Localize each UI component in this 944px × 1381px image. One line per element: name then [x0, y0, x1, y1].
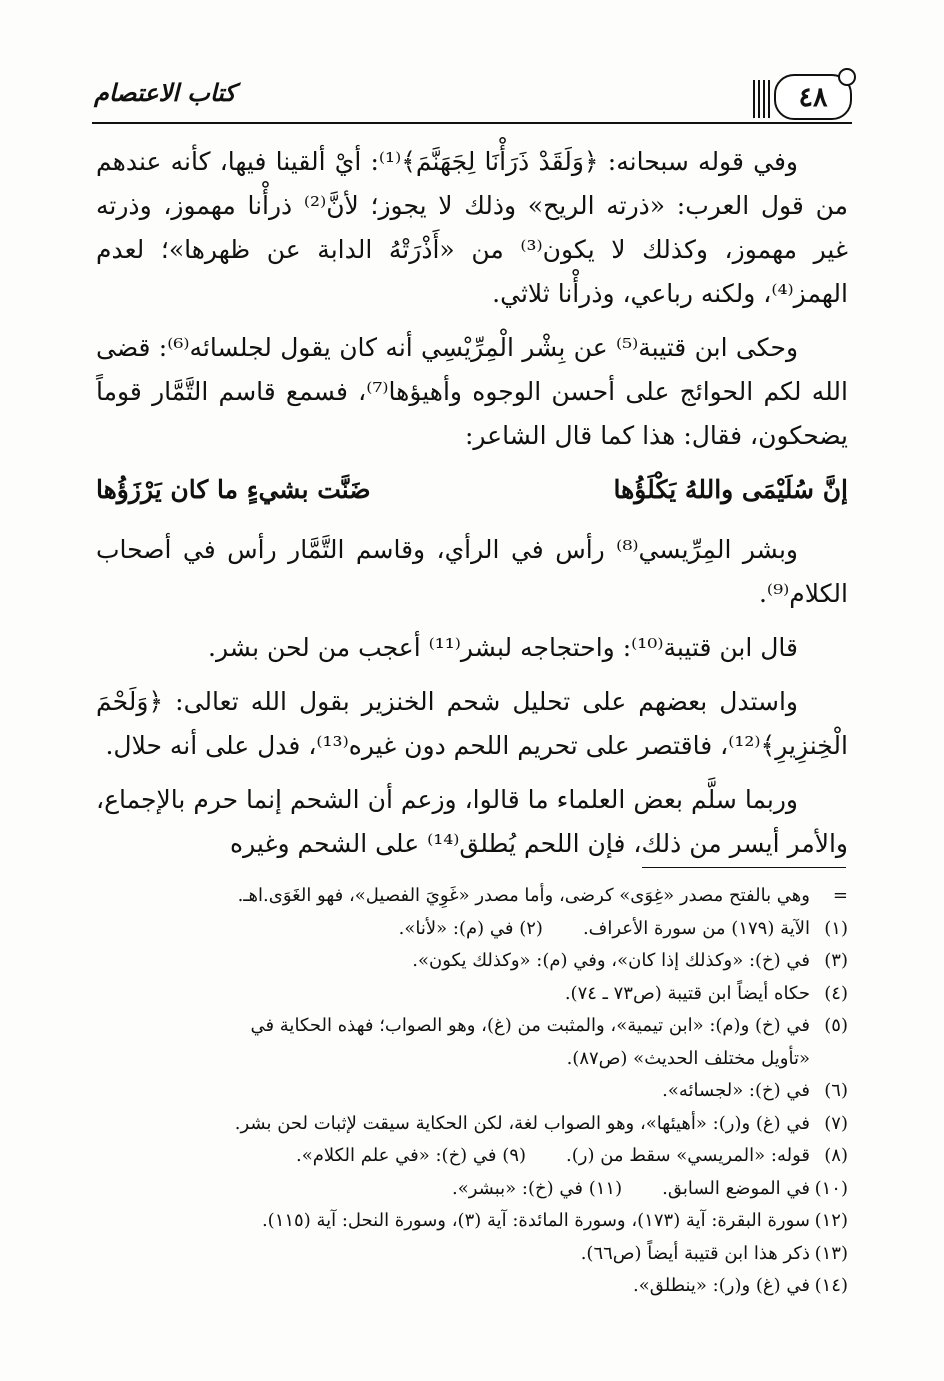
paragraph: قال ابن قتيبة⁽¹⁰⁾: واحتجاجه لبشر⁽¹¹⁾ أعجب من لحن بشر. — [208, 633, 798, 662]
page-number: ٤٨ — [774, 74, 852, 120]
footnote-row — [96, 913, 848, 946]
footnote-7: (٧) في (غ) و(ر): «أهيئها»، وهو الصواب لغة، لكن الحكاية سيقت لإثبات لحن بشر. — [234, 1112, 848, 1134]
footnote-8: (٨)قوله: «المريسي» سقط من (ر). — [566, 1145, 848, 1166]
paragraph: وربما سلَّم بعض العلماء ما قالوا، وزعم أن الشحم إنما حرم بالإجماع، والأمر أيسر من ذلك، فإن اللحم يُطلق⁽¹⁴⁾ على الشحم وغيره — [96, 785, 848, 858]
footnote-11: (١١) في (خ): «ببشر». — [452, 1177, 623, 1199]
footnote-row — [96, 1173, 848, 1206]
verse-second-hemistich: ضَنَّت بشيءٍ ما كان يَرْزَؤُها — [96, 475, 371, 504]
footnote-6: (٦) في (خ): «لجسائه». — [662, 1080, 848, 1101]
footnote-carryover: = وهي بالفتح مصدر «غِوَى» كرضى، وأما مصدر «غَوِيَ الفصيل»، فهو الغَوَى.اهـ. — [237, 885, 848, 906]
book-title: كتاب الاعتصام — [94, 78, 236, 107]
footnote-13: (١٣) ذكر هذا ابن قتيبة أيضاً (ص٦٦). — [580, 1242, 848, 1264]
paragraph: وحكى ابن قتيبة⁽⁵⁾ عن بِشْر الْمِرِّيْسِي أنه كان يقول لجلسائه⁽⁶⁾: قضى الله لكم الحوائج على أحسن الوجوه وأهيؤها⁽⁷⁾، فسمع قاسم التَّمَّار قوماً يضحكون، فقال: هذا كما قال الشاعر: — [96, 333, 848, 450]
verse-first-hemistich: إنَّ سُلَيْمَى واللهُ يَكْلَؤُها — [613, 475, 848, 504]
footnote-separator — [642, 867, 846, 868]
paragraph: وفي قوله سبحانه: ﴿وَلَقَدْ ذَرَأْنَا لِجَهَنَّمَ﴾⁽¹⁾: أيْ ألقينا فيها، كأنه عندهم من قول العرب: «ذرته الريح» وذلك لا يجوز؛ لأنَّ⁽²⁾ ذرأْنا مهموز، وذرته غير مهموز، وكذلك لا يكون⁽³⁾ من «أَذْرَتْهُ الدابة عن ظهرها»؛ لعدم الهمز⁽⁴⁾، ولكنه رباعي، وذرأْنا ثلاثي. — [96, 147, 849, 308]
footnote-9: (٩) في (خ): «في علم الكلام». — [295, 1145, 527, 1166]
footnote-4: (٤) حكاه أيضاً ابن قتيبة (ص٧٣ ـ ٧٤). — [564, 982, 848, 1004]
footnotes — [96, 880, 848, 1303]
header-rule — [92, 122, 852, 124]
page-header — [92, 72, 852, 124]
paragraph: واستدل بعضهم على تحليل شحم الخنزير بقول الله تعالى: ﴿وَلَحْمَ الْخِنزِيرِ﴾⁽¹²⁾، فاقتصر على تحريم اللحم دون غيره⁽¹³⁾، فدل على أنه حلال. — [96, 687, 848, 760]
header-ornament — [753, 80, 770, 118]
main-text — [96, 140, 848, 876]
footnote-10: (١٠)في الموضع السابق. — [662, 1177, 848, 1199]
footnote-row — [96, 1140, 848, 1173]
poetry-verse — [96, 468, 848, 512]
paragraph: وبشر المِرِّيسي⁽⁸⁾ رأس في الرأي، وقاسم التَّمَّار رأس في أصحاب الكلام⁽⁹⁾. — [96, 535, 848, 608]
footnote-14: (١٤) في (غ) و(ر): «ينطلق». — [633, 1275, 848, 1296]
footnote-2: (٢) في (م): «لأنا». — [398, 917, 543, 939]
footnote-1: (١)الآية (١٧٩) من سورة الأعراف. — [582, 917, 848, 939]
footnote-5-continuation: «تأويل مختلف الحديث» (ص٨٧). — [566, 1047, 810, 1069]
footnote-5: (٥) في (خ) و(م): «ابن تيمية»، والمثبت من (غ)، وهو الصواب؛ فهذه الحكاية في — [250, 1015, 848, 1036]
footnote-12: (١٢) سورة البقرة: آية (١٧٣)، وسورة المائدة: آية (٣)، وسورة النحل: آية (١١٥). — [261, 1210, 848, 1231]
footnote-3: (٣) في (خ): «وكذلك إذا كان»، وفي (م): «وكذلك يكون». — [412, 950, 848, 971]
